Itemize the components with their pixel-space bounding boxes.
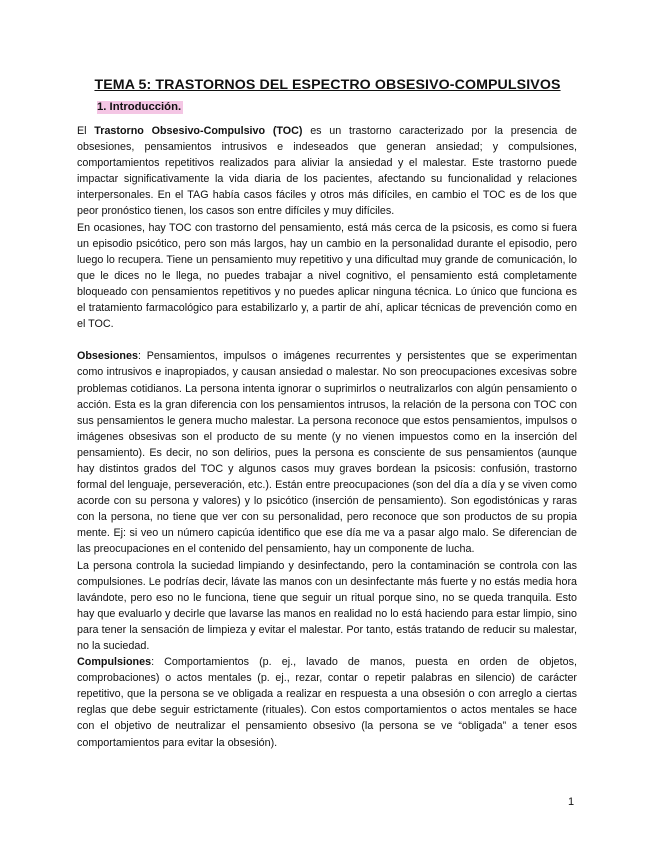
section-heading: 1. Introducción. xyxy=(97,101,182,113)
paragraph-text: es un trastorno caracterizado por la presencia de obsesiones, pensamientos intrusivos e indeseados que generan ansiedad; y compulsiones, comportamientos repetitivos realizados para aliviar la ansiedad y el malestar. Este trastorno puede impactar significativamente la vida diaria de los pacientes, afectando su funcionalidad y relaciones interpersonales. En el TAG había casos fáciles y otros más difíciles, en cambio el TOC es de los que peor pronóstico tienen, los casos son entre difíciles y muy difíciles. xyxy=(77,125,578,218)
term-toc: Trastorno Obsesivo-Compulsivo (TOC) xyxy=(94,125,303,137)
paragraph-text: : Pensamientos, impulsos o imágenes recurrentes y persistentes que se experimentan como intrusivos e inapropiados, y causan ansiedad o malestar. No son preocupaciones excesivas sobre problemas cotidianos. La persona intenta ignorar o suprimirlos o neutralizarlos con algún pensamiento o acción. Esta es la gran diferencia con los pensamientos intrusos, la relación de la persona con TOC con sus pensamientos le genera mucho malestar. La persona reconoce que estos pensamientos, impulsos o imágenes obsesivas son el producto de su mente (y no vienen impuestos como en la inserción del pensamiento). Es decir, no son delirios, pues la persona es consciente de sus pensamientos (aunque hay distintos grados del TOC y algunos casos muy graves bordean la psicosis: confusión, trastorno formal del lenguaje, perseveración, etc.). Están entre preocupaciones (son del día a día y se viven como acorde con su persona y valores) y lo psicótico (inserción de pensamiento). Son egodistónicas y raras con la persona, no tiene que ver con su personalidad, pero reconoce que son productos de su propia mente. Ej: si veo un número capicúa identifico que ese día me va a pasar algo malo. Se diferencian de las preocupaciones en el contenido del pensamiento, hay un componente de lucha. xyxy=(77,350,577,556)
paragraph-obsesiones xyxy=(77,348,577,557)
paragraph-text: : Comportamientos (p. ej., lavado de manos, puesta en orden de objetos, comprobaciones) o actos mentales (p. ej., rezar, contar o repetir palabras en silencio) de carácter repetitivo, que la persona se ve obligada a realizar en respuesta a una obsesión o con arreglo a ciertas reglas que debe seguir estrictamente (rituales). Con estos comportamientos o actos mentales se hace con el objetivo de neutralizar el pensamiento obsesivo (la persona se ve “obligada” a tener esos comportamientos para evitar la obsesión). xyxy=(77,656,577,749)
page-number: 1 xyxy=(568,796,575,808)
document-title: TEMA 5: TRASTORNOS DEL ESPECTRO OBSESIVO-COMPULSIVOS xyxy=(94,77,561,93)
paragraph-suciedad: La persona controla la suciedad limpiando y desinfectando, pero la contaminación se controla con las compulsiones. Le podrías decir, lávate las manos con un desinfectante más fuerte y no estás media hora lavándote, pero eso no le funciona, tiene que seguir un ritual porque sino, no se queda tranquila. Esto hay que evaluarlo y decirle que lavarse las manos en realidad no lo está haciendo para estar limpio, sino para tener la sensación de limpieza y evitar el malestar. Por tanto, estás tratando de reducir su malestar, no la suciedad. xyxy=(77,559,577,652)
term-compulsiones: Compulsiones xyxy=(77,656,152,669)
term-obsesiones: Obsesiones xyxy=(77,350,138,363)
paragraph-toc-definition xyxy=(77,123,577,220)
paragraph-toc-thought-disorder: En ocasiones, hay TOC con trastorno del pensamiento, está más cerca de la psicosis, es como si fuera un episodio psicótico, pero son más largos, hay un cambio en la personalidad durante el episodio, pero luego lo recupera. Tiene un pensamiento muy repetitivo y una dificultad muy grande de comunicación, lo que le dices no le llega, no puedes trabajar a nivel cognitivo, el pensamiento está completamente bloqueado con pensamientos repetitivos y no puedes aplicar ninguna técnica. Lo único que funciona es el tratamiento farmacológico para estabilizarlo y, a partir de ahí, aplicar técnicas de prevención como en el TOC. xyxy=(77,221,577,331)
paragraph-compulsiones xyxy=(77,654,577,751)
paragraph-lead: El xyxy=(77,125,95,137)
paragraph-gap xyxy=(77,332,577,348)
body-text xyxy=(77,123,577,751)
